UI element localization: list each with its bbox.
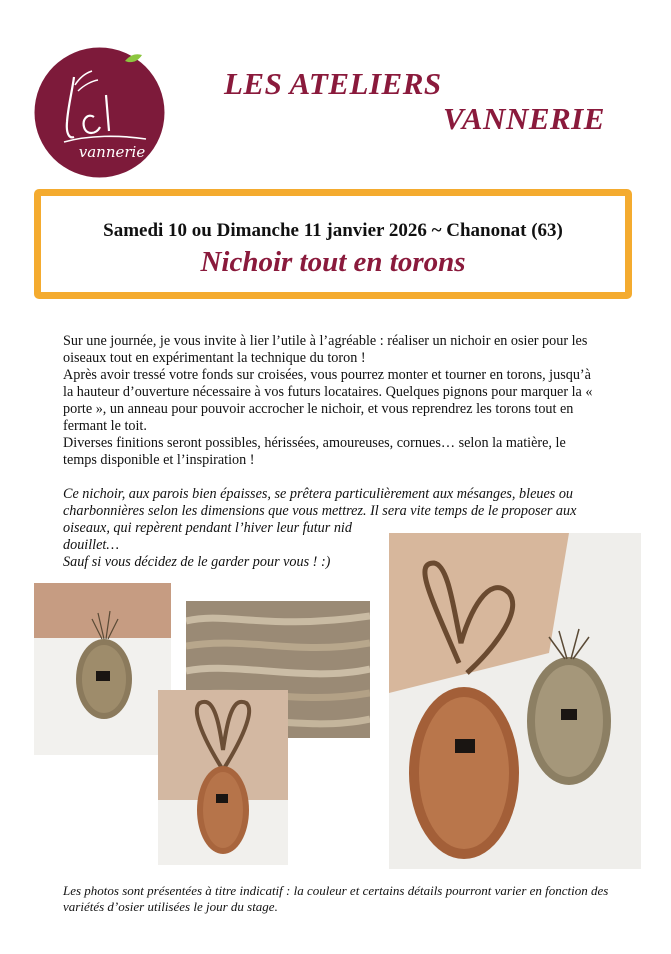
footer-note: Les photos sont présentées à titre indicatif : la couleur et certains détails pourront varier en fonction des variétés d’osier utilisées le jour du stage. bbox=[63, 883, 609, 914]
event-date: Samedi 10 ou Dimanche 11 janvier 2026 ~ Chanonat (63) bbox=[103, 220, 563, 241]
photo-two-nests bbox=[389, 533, 641, 869]
paragraph-process: Après avoir tressé votre fonds sur croisées, vous pourrez monter et tourner en torons, jusqu’à la hauteur d’ouverture nécessaire à vos futurs locataires. Quelques pignons pour marquer la « porte », un anneau pour pouvoir accrocher le nichoir, et vous reprendrez les torons tout en fermant le toit. bbox=[63, 367, 593, 434]
italic-line-a: Ce nichoir, aux parois bien épaisses, se prêtera particulièrement aux mésanges, bleues ou charbonnières selon les dimensions que vous mettrez. Il sera vite temps de le proposer aux oiseaux, qui repèrent pendant l’hiver leur futur nid bbox=[63, 486, 577, 536]
paragraph-finish: Diverses finitions seront possibles, hérissées, amoureuses, cornues… selon la matière, le temps disponible et l’inspiration ! bbox=[63, 435, 566, 468]
photo-heart-nest bbox=[158, 690, 288, 865]
italic-line-b: douillet… bbox=[63, 537, 119, 553]
svg-text:vannerie: vannerie bbox=[78, 143, 146, 161]
title-line-2: VANNERIE bbox=[443, 101, 605, 136]
vannerie-logo bbox=[34, 47, 165, 178]
title-line-1: LES ATELIERS bbox=[224, 66, 442, 101]
paragraph-intro: Sur une journée, je vous invite à lier l’utile à l’agréable : réaliser un nichoir en osier pour les oiseaux tout en expérimentant la technique du toron ! bbox=[63, 333, 588, 366]
italic-line-c: Sauf si vous décidez de le garder pour vous ! :) bbox=[63, 554, 331, 570]
description bbox=[63, 333, 598, 469]
photo-nest-wall bbox=[34, 583, 171, 755]
event-banner bbox=[34, 189, 632, 299]
event-theme: Nichoir tout en torons bbox=[200, 246, 466, 278]
